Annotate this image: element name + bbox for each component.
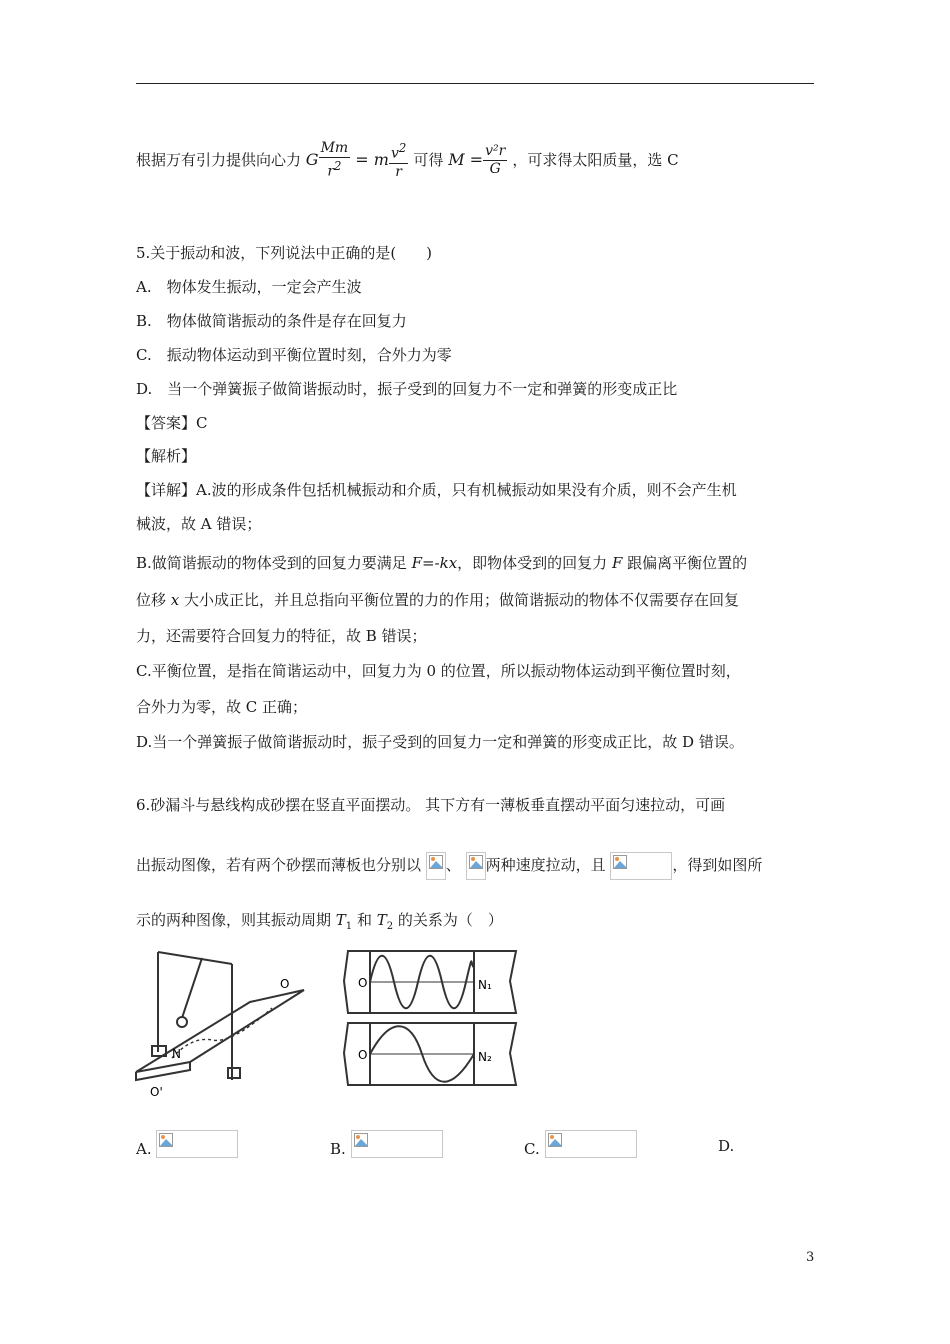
q5-detail-line-2: 械波，故 A 错误；: [136, 515, 262, 533]
answer-tail-text: ，可求得太阳质量，选 C: [512, 151, 679, 169]
q5-detail-line-1: 【详解】A.波的形成条件包括机械振动和介质，只有机械振动如果没有介质，则不会产生机: [136, 481, 737, 499]
graph-label-N1: N₁: [478, 978, 492, 992]
label-O-prime: O': [150, 1085, 163, 1099]
label-O: O: [280, 977, 290, 991]
header-rule: [136, 83, 814, 84]
q5-detail-line-6: C.平衡位置，是指在简谐运动中，回复力为 0 的位置，所以振动物体运动到平衡位置时刻，: [136, 662, 741, 680]
broken-image-icon: [548, 1133, 562, 1147]
q6-choice-a[interactable]: A.: [136, 1136, 238, 1164]
q6-stem-line-1: 6.砂漏斗与悬线构成砂摆在竖直平面摆动。 其下方有一薄板垂直摆动平面匀速拉动，可画: [136, 796, 726, 814]
answer-intro-text: 根据万有引力提供向心力: [136, 151, 302, 169]
broken-image-relation: [610, 852, 672, 880]
broken-image-icon: [159, 1133, 173, 1147]
oscillation-graphs-figure: [340, 947, 522, 1097]
q5-detail-line-4: 位移 x 大小成正比，并且总指向平衡位置的力的作用；做简谐振动的物体不仅需要存在回复: [136, 591, 740, 609]
choice-c-image: [545, 1130, 637, 1158]
q5-detail-line-8: D.当一个弹簧振子做简谐振动时，振子受到的回复力一定和弹簧的形变成正比，故 D 错误。: [136, 733, 744, 751]
q6-choice-d[interactable]: D.: [718, 1137, 735, 1155]
q5-detail-line-3: B.做简谐振动的物体受到的回复力要满足 F=-kx，即物体受到的回复力 F 跟偏离平衡位置的: [136, 554, 748, 572]
broken-image-v2: [466, 852, 486, 880]
q5-analysis-heading: 【解析】: [136, 447, 197, 465]
q6-stem-line-3: 示的两种图像，则其振动周期 $T_1$ 和 $T_2$ 的关系为（ ）: [136, 911, 503, 932]
broken-image-v1: [426, 852, 446, 880]
q5-answer: 【答案】C: [136, 414, 208, 432]
label-N: N: [172, 1047, 181, 1061]
choice-b-image: [351, 1130, 443, 1158]
graph-label-N2: N₂: [478, 1050, 492, 1064]
q5-detail-line-5: 力，还需要符合回复力的特征，故 B 错误；: [136, 627, 427, 645]
page-number: 3: [806, 1250, 815, 1265]
graph-label-O-bottom: O: [358, 1048, 368, 1062]
q5-option-b: B. 物体做简谐振动的条件是存在回复力: [136, 312, 407, 330]
restoring-force-formula: F=-kx: [411, 554, 458, 572]
broken-image-icon: [469, 855, 483, 869]
q5-detail-line-7: 合外力为零，故 C 正确；: [136, 698, 308, 716]
q6-choice-b[interactable]: B.: [330, 1136, 443, 1164]
answer-mid-text: 可得: [413, 151, 444, 169]
broken-image-icon: [613, 855, 627, 869]
choice-a-image: [156, 1130, 238, 1158]
q5-option-c: C. 振动物体运动到平衡位置时刻，合外力为零: [136, 346, 452, 364]
graph-label-O-top: O: [358, 976, 368, 990]
q5-option-a: A. 物体发生振动，一定会产生波: [136, 278, 362, 296]
q5-option-d: D. 当一个弹簧振子做简谐振动时，振子受到的回复力不一定和弹簧的形变成正比: [136, 380, 678, 398]
previous-answer-line: [136, 140, 679, 181]
sand-pendulum-figure: [132, 940, 312, 1100]
sand-funnel-icon: [177, 1017, 187, 1027]
broken-image-icon: [429, 855, 443, 869]
q5-stem: 5.关于振动和波，下列说法中正确的是( ): [136, 244, 433, 262]
gravity-formula: G $\frac{Mm}{r^2}$ = m $\frac{v^2}{r}$: [305, 140, 407, 180]
broken-image-icon: [354, 1133, 368, 1147]
q6-choice-c[interactable]: C.: [524, 1136, 637, 1164]
q6-stem-line-2: 出振动图像，若有两个砂摆而薄板也分别以 、 两种速度拉动，且 ，得到如图所: [136, 848, 762, 882]
mass-formula: M = $\frac{\text{v²r}}{G}$: [448, 143, 506, 177]
